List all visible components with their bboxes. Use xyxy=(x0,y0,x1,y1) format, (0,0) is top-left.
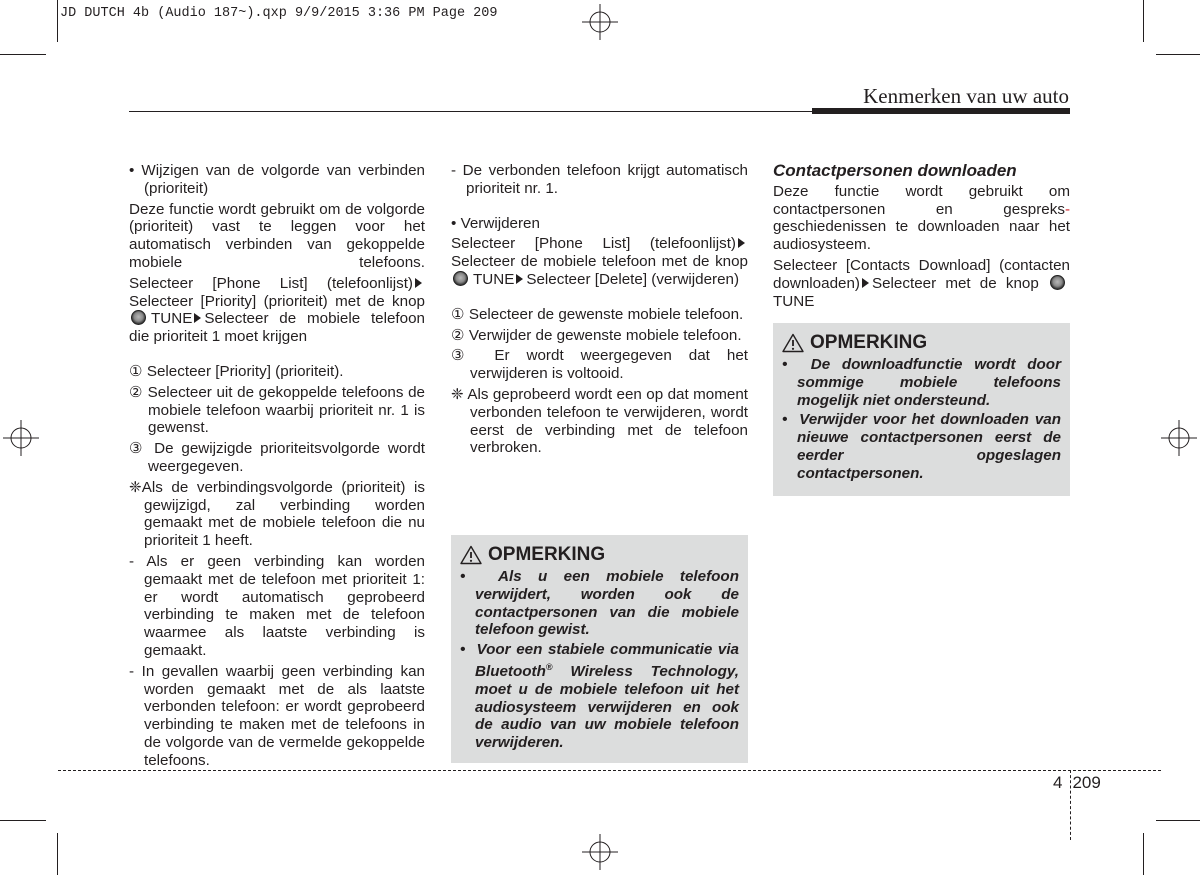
print-slug: JD DUTCH 4b (Audio 187~).qxp 9/9/2015 3:36 PM Page 209 xyxy=(60,6,498,21)
opmerking-item: • Verwijder voor het downloaden van nieuwe contactpersonen eerst de eerder opgeslagen contactpersonen. xyxy=(782,411,1061,482)
dash-item: - In gevallen waarbij geen verbinding kan worden gemaakt met de als laatste verbonden telefoon: er wordt geprobeerd verbinding te maken met de telefoons in de volgorde van de vermelde gekoppelde telefoons. xyxy=(129,662,425,769)
section-heading: Contactpersonen downloaden xyxy=(773,161,1017,180)
opmerking-box xyxy=(773,323,1070,496)
tune-knob-icon xyxy=(131,310,146,325)
header-rule-thick xyxy=(812,108,1070,114)
footer-rule xyxy=(58,770,1161,771)
bullet-item: • Verwijderen xyxy=(451,214,540,232)
crop-mark xyxy=(1143,833,1144,875)
crop-mark xyxy=(57,833,58,875)
step-item: ② Selecteer uit de gekoppelde telefoons de mobiele telefoon waarbij prioriteit nr. 1 is gewenst. xyxy=(129,383,425,437)
registration-mark-icon xyxy=(582,834,618,870)
registration-mark-icon xyxy=(1161,420,1197,456)
page-number xyxy=(1053,773,1101,793)
opmerking-heading: OPMERKING xyxy=(460,544,739,566)
hyphen-mark: - xyxy=(1064,200,1070,218)
instruction: Selecteer [Phone List] (telefoonlijst) Selecteer [Priority] (prioriteit) met de knop TUNE Selecteer de mobiele telefoon die prioriteit 1 moet krijgen xyxy=(129,274,425,346)
chapter-number: 4 xyxy=(1053,773,1063,792)
step-item: ① Selecteer de gewenste mobiele telefoon. xyxy=(451,305,744,323)
column-3 xyxy=(773,162,1070,310)
opmerking-item: • De downloadfunctie wordt door sommige mobiele telefoons mogelijk niet ondersteund. xyxy=(782,356,1061,409)
registration-mark-icon xyxy=(3,420,39,456)
tune-knob-icon xyxy=(1050,275,1065,290)
registration-mark-icon xyxy=(582,4,618,40)
column-1 xyxy=(129,162,425,770)
crop-mark xyxy=(1156,820,1200,821)
crop-mark xyxy=(0,820,46,821)
bullet-item: • Wijzigen van de volgorde van verbinden (prioriteit) xyxy=(129,162,425,197)
opmerking-item: • Voor een stabiele communicatie via Bluetooth® Wireless Technology, moet u de mobiele telefoon uit het audiosysteem verwijderen en ook de audio van uw mobiele telefoon verwijderen. xyxy=(460,641,739,752)
header-rule xyxy=(129,111,812,112)
step-item: ③ Er wordt weergegeven dat het verwijderen is voltooid. xyxy=(451,347,748,383)
note-item: ❈Als de verbindingsvolgorde (prioriteit) is gewijzigd, zal verbinding worden gemaakt met de mobiele telefoon die nu prioriteit 1 heeft. xyxy=(129,478,425,550)
opmerking-heading: OPMERKING xyxy=(782,332,1061,354)
arrow-right-icon xyxy=(194,313,201,323)
step-item: ③ De gewijzigde prioriteitsvolgorde wordt weergegeven. xyxy=(129,440,425,475)
step-item: ① Selecteer [Priority] (prioriteit). xyxy=(129,362,344,380)
crop-mark xyxy=(1156,54,1200,55)
crop-mark xyxy=(0,54,46,55)
opmerking-item: • Als u een mobiele telefoon verwijdert, worden ook de contactpersonen van die mobiele telefoon gewist. xyxy=(460,568,739,639)
page-header-title: Kenmerken van uw auto xyxy=(863,84,1069,108)
arrow-right-icon xyxy=(738,238,745,248)
crop-mark xyxy=(1143,0,1144,42)
instruction: Selecteer [Contacts Download] (contacten downloaden) Selecteer met de knop TUNE xyxy=(773,256,1070,310)
dash-item: - De verbonden telefoon krijgt automatisch prioriteit nr. 1. xyxy=(451,162,748,197)
page-number-value: 209 xyxy=(1072,773,1101,792)
opmerking-box xyxy=(451,535,748,763)
column-2 xyxy=(451,162,748,457)
arrow-right-icon xyxy=(862,278,869,288)
step-item: ② Verwijder de gewenste mobiele telefoon. xyxy=(451,326,742,344)
arrow-right-icon xyxy=(516,274,523,284)
crop-mark xyxy=(57,0,58,42)
note-item: ❈ Als geprobeerd wordt een op dat moment verbonden telefoon te verwijderen, wordt eerst de verbinding met de telefoon verbroken. xyxy=(451,385,748,457)
warning-icon xyxy=(782,333,804,353)
paragraph: Deze functie wordt gebruikt om contactpersonen en gespreks- geschiedenissen te downloaden naar het audiosysteem. xyxy=(773,182,1070,254)
paragraph: Deze functie wordt gebruikt om de volgorde (prioriteit) vast te leggen voor het automatisch verbinden van gekoppelde mobiele telefoons. xyxy=(129,200,425,271)
instruction: Selecteer [Phone List] (telefoonlijst) Selecteer de mobiele telefoon met de knop TUNE Selecteer [Delete] (verwijderen) xyxy=(451,235,748,288)
dash-item: - Als er geen verbinding kan worden gemaakt met de telefoon met prioriteit 1: er wordt automatisch geprobeerd verbinding te maken met de telefoon waarmee als laatste verbinding is gemaakt. xyxy=(129,552,425,659)
tune-knob-icon xyxy=(453,271,468,286)
warning-icon xyxy=(460,545,482,565)
arrow-right-icon xyxy=(415,278,422,288)
